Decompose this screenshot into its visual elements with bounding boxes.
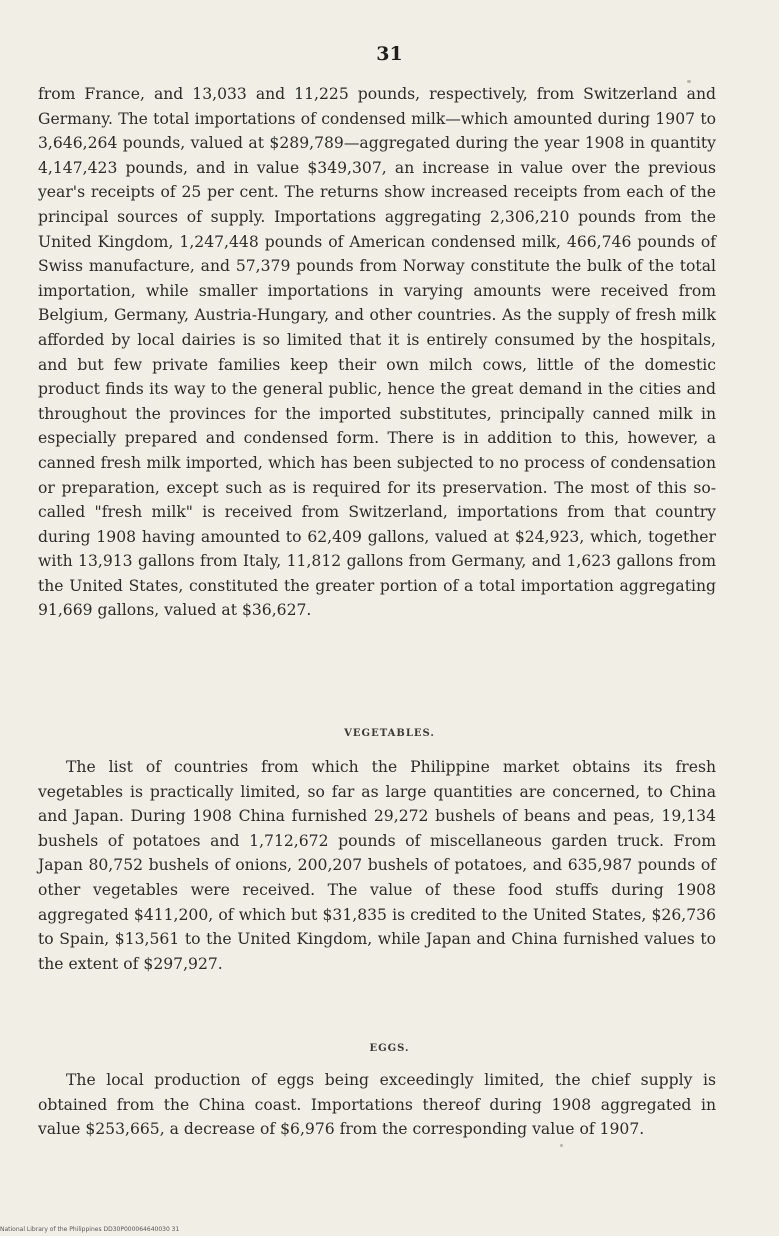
paragraph-condensed-milk: from France, and 13,033 and 11,225 pounds, respectively, from Switzerland and Germany. The total importations of condensed milk—which amounted during 1907 to 3,646,264 pounds, valued at $289,789—aggregated during the year 1908 in quantity 4,147,423 pounds, and in value $349,307, an increase in value over the previous year's receipts of 25 per cent. The returns show increased receipts from each of the principal sources of supply. Importations aggregating 2,306,210 pounds from the United Kingdom, 1,247,448 pounds of American condensed milk, 466,746 pounds of Swiss manufacture, and 57,379 pounds from Norway constitute the bulk of the total importation, while smaller importations in varying amounts were received from Belgium, Germany, Austria-Hungary, and other countries. As the supply of fresh milk afforded by local dairies is so limited that it is entirely consumed by the hospitals, and but few private families keep their own milch cows, little of the domestic product finds its way to the general public, hence the great demand in the cities and throughout the provinces for the imported substitutes, principally canned milk in especially prepared and condensed form. There is in addition to this, however, a canned fresh milk imported, which has been subjected to no process of condensation or preparation, except such as is required for its preservation. The most of this so-called "fresh milk" is received from Switzerland, importations from that country during 1908 having amounted to 62,409 gallons, valued at $24,923, which, together with 13,913 gallons from Italy, 11,812 gallons from Germany, and 1,623 gallons from the United States, constituted the greater portion of a total importation aggregating 91,669 gallons, valued at $36,627.	[38, 85, 716, 620]
heading-eggs: EGGS.	[369, 1043, 410, 1054]
heading-vegetables: VEGETABLES.	[344, 728, 435, 739]
scan-footer-watermark: National Library of the Philippines DD30P000064640030 31	[0, 1226, 180, 1233]
paragraph-vegetables: The list of countries from which the Philippine market obtains its fresh vegetables is practically limited, so far as large quantities are concerned, to China and Japan. During 1908 China furnished 29,272 bushels of beans and peas, 19,134 bushels of potatoes and 1,712,672 pounds of miscellaneous garden truck. From Japan 80,752 bushels of onions, 200,207 bushels of potatoes, and 635,987 pounds of other vegetables were received. The value of these food stuffs during 1908 aggregated $411,200, of which but $31,835 is credited to the United States, $26,736 to Spain, $13,561 to the United Kingdom, while Japan and China furnished values to the extent of $297,927.	[38, 758, 716, 973]
page-number: 31	[376, 43, 403, 65]
paragraph-eggs: The local production of eggs being exceedingly limited, the chief supply is obtained from the China coast. Importations thereof during 1908 aggregated in value $253,665, a decrease of $6,976 from the corresponding value of 1907.	[38, 1071, 716, 1139]
scan-speck	[560, 1144, 563, 1147]
